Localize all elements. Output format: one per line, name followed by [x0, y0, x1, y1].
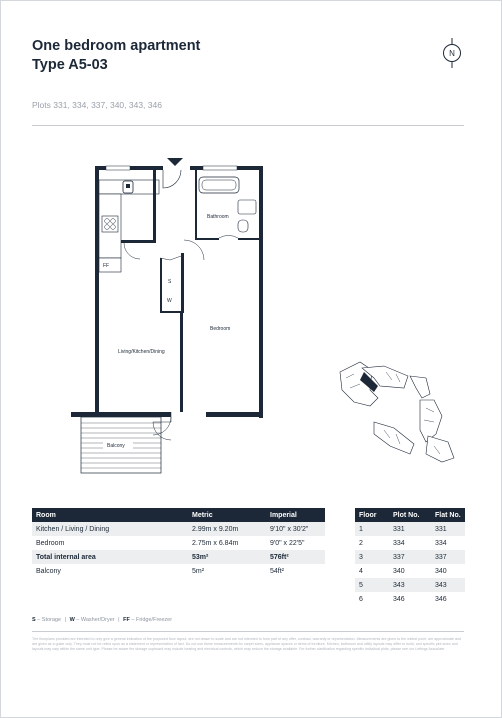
- room-imperial: 576ft²: [266, 550, 325, 564]
- header-divider: [32, 125, 464, 126]
- table-row: [32, 536, 325, 550]
- table-row: [32, 522, 325, 536]
- room-metric: 53m²: [188, 550, 266, 564]
- plots-list: Plots 331, 334, 337, 340, 343, 346: [32, 100, 162, 110]
- column-header: Flat No.: [431, 508, 465, 522]
- room-name: Kitchen / Living / Dining: [32, 522, 188, 536]
- plot-number: 331: [389, 522, 431, 536]
- room-metric: 5m²: [188, 564, 266, 578]
- table-row: [355, 536, 465, 550]
- room-name: Balcony: [32, 564, 188, 578]
- room-metric: 2.99m x 9.20m: [188, 522, 266, 536]
- internal-walls: [121, 170, 184, 412]
- floor-number: 4: [355, 564, 389, 578]
- floor-number: 3: [355, 550, 389, 564]
- table-header-row: [355, 508, 465, 522]
- legend-key: W: [69, 617, 75, 623]
- compass-letter: N: [449, 49, 455, 58]
- table-row: [355, 592, 465, 606]
- floor-number: 6: [355, 592, 389, 606]
- window: [203, 166, 237, 170]
- flat-number: 346: [431, 592, 465, 606]
- bedroom-label: Bedroom: [210, 326, 231, 332]
- title-line-2: Type A5-03: [32, 57, 108, 73]
- site-plan-key: [330, 350, 480, 470]
- table-row: [355, 564, 465, 578]
- plot-number: 337: [389, 550, 431, 564]
- table-row-total: [32, 550, 325, 564]
- storage-label: S: [168, 279, 172, 285]
- door-swing: [163, 170, 181, 188]
- balcony-label: Balcony: [107, 443, 125, 449]
- disclaimer-text: The floorplans provided are intended to only give a general indication of the proposed floor layout, are not drawn to scale and are not intended to form part of any offer, contract, warranty or representation. Measurements are given to the widest point, are approximate and are given as a guide only. They must not be relied upon as a statement or representation of fact. Do not use these measurements for carpet sizes, appliance spaces or items of furniture. Kitchen, bathroom and utility layouts may differ to build, and specific plot sizes and layouts may vary within the same unit type. Please be aware the storage cupboard may include heating and electrical controls, which may reduce the storage available. For further clarification regarding specific individual plots, please see our Lettings Associate.: [32, 637, 462, 651]
- column-header: Room: [32, 508, 188, 522]
- footer-divider: [32, 631, 464, 632]
- plot-numbers-table: [355, 508, 465, 606]
- floor-number: 2: [355, 536, 389, 550]
- door-swing: [184, 240, 204, 260]
- room-metric: 2.75m x 6.84m: [188, 536, 266, 550]
- column-header: Floor: [355, 508, 389, 522]
- table-header-row: [32, 508, 325, 522]
- flat-number: 340: [431, 564, 465, 578]
- flat-number: 343: [431, 578, 465, 592]
- cupboard-door: [160, 256, 181, 260]
- legend-key: FF: [123, 617, 130, 623]
- door-swing: [124, 243, 140, 259]
- plot-number: 343: [389, 578, 431, 592]
- column-header: Metric: [188, 508, 266, 522]
- table-row: [32, 564, 325, 578]
- legend-key: S: [32, 617, 36, 623]
- table-row: [355, 522, 465, 536]
- table-row: [355, 578, 465, 592]
- plot-number: 340: [389, 564, 431, 578]
- column-header: Imperial: [266, 508, 325, 522]
- floor-number: 5: [355, 578, 389, 592]
- column-header: Plot No.: [389, 508, 431, 522]
- title-line-1: One bedroom apartment: [32, 38, 201, 54]
- room-imperial: 54ft²: [266, 564, 325, 578]
- legend-text: – Fridge/Freezer: [131, 617, 173, 623]
- flat-number: 334: [431, 536, 465, 550]
- legend-separator: |: [118, 617, 120, 623]
- washer-label: W: [167, 298, 172, 304]
- kitchen: [99, 180, 159, 272]
- floor-plan: [68, 150, 283, 475]
- flat-number: 337: [431, 550, 465, 564]
- living-kitchen-dining-label: Living/Kitchen/Dining: [118, 349, 165, 355]
- north-compass-icon: [440, 38, 464, 68]
- room-imperial: 9'0" x 22'5": [266, 536, 325, 550]
- room-dimensions-table: [32, 508, 325, 578]
- fridge-freezer-label: FF: [103, 263, 110, 269]
- legend-separator: |: [64, 617, 67, 623]
- room-imperial: 9'10" x 30'2": [266, 522, 325, 536]
- legend-text: – Washer/Dryer: [76, 617, 115, 623]
- table-row: [355, 550, 465, 564]
- flat-number: 331: [431, 522, 465, 536]
- room-name: Bedroom: [32, 536, 188, 550]
- plot-number: 334: [389, 536, 431, 550]
- floor-number: 1: [355, 522, 389, 536]
- abbreviation-legend: [32, 617, 174, 623]
- entrance-arrow-icon: [167, 158, 183, 166]
- balcony: [81, 412, 171, 473]
- bathroom-label: Bathroom: [207, 214, 229, 220]
- room-name: Total internal area: [32, 550, 188, 564]
- legend-text: – Storage: [37, 617, 62, 623]
- bathroom: [195, 170, 261, 240]
- plot-number: 346: [389, 592, 431, 606]
- window: [106, 166, 130, 170]
- page-title: [32, 37, 200, 75]
